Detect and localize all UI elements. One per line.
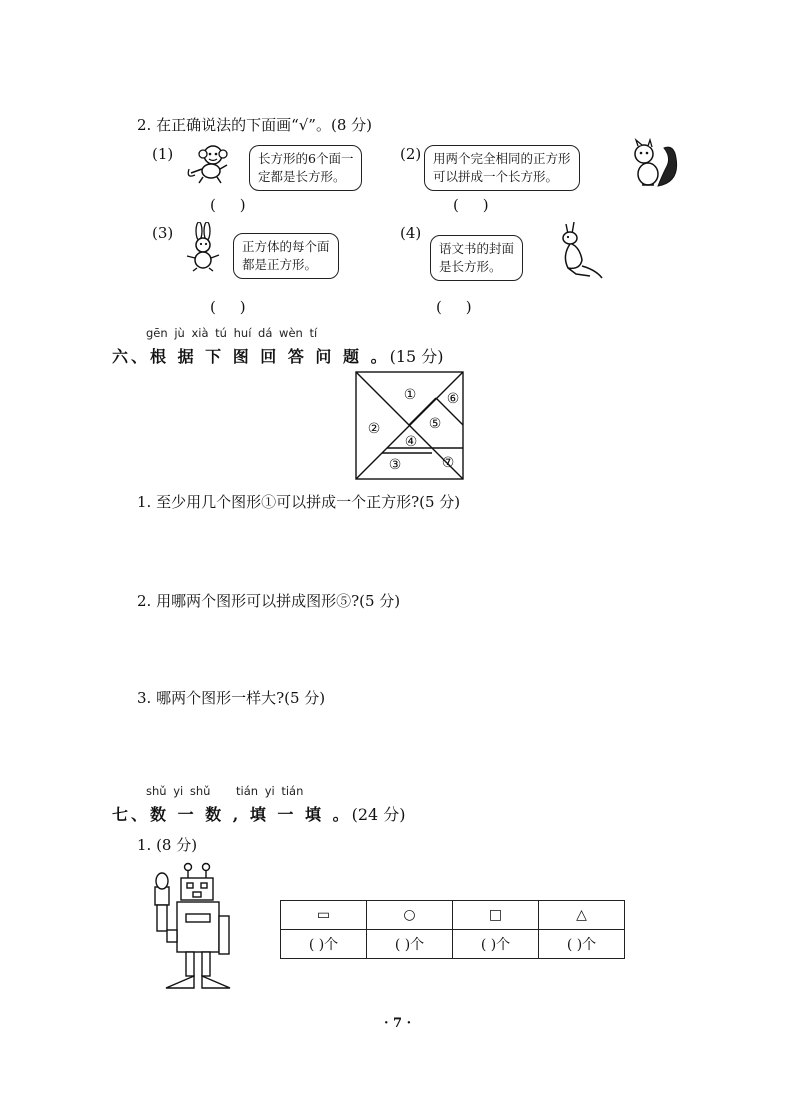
section-6-score: (15 分) bbox=[389, 347, 444, 366]
item-1-number: (1) bbox=[152, 145, 174, 163]
tangram-label-5: ⑤ bbox=[428, 416, 442, 432]
section-6-title: 六、根 据 下 图 回 答 问 题 。 bbox=[112, 347, 390, 366]
section-7-question-1: 1. (8 分) bbox=[137, 836, 198, 854]
q2-title: 2. 在正确说法的下面画“√”。(8 分) bbox=[137, 116, 372, 134]
item-2-answer-blank[interactable]: ( ) bbox=[453, 196, 489, 214]
item-1-answer-blank[interactable]: ( ) bbox=[210, 196, 246, 214]
item-2-number: (2) bbox=[400, 145, 422, 163]
item-4-number: (4) bbox=[400, 224, 422, 242]
page-number: · 7 · bbox=[384, 1016, 412, 1031]
shape-header-row bbox=[281, 901, 625, 930]
section-7-heading bbox=[112, 802, 406, 825]
item-3-answer-blank[interactable]: ( ) bbox=[210, 298, 246, 316]
section-6-heading bbox=[112, 344, 444, 367]
tangram-figure bbox=[355, 371, 465, 481]
rabbit-icon bbox=[183, 222, 223, 272]
item-3-text-line1: 正方体的每个面 bbox=[242, 239, 330, 254]
triangle-count-blank[interactable]: ( )个 bbox=[539, 930, 625, 959]
item-1-text-line2: 定都是长方形。 bbox=[258, 169, 346, 184]
item-1-text-line1: 长方形的6个面一 bbox=[258, 151, 354, 166]
rectangle-count-blank[interactable]: ( )个 bbox=[281, 930, 367, 959]
item-1-bubble bbox=[249, 145, 362, 191]
item-4-answer-blank[interactable]: ( ) bbox=[436, 298, 472, 316]
monkey-icon bbox=[183, 143, 231, 185]
circle-count-blank[interactable]: ( )个 bbox=[367, 930, 453, 959]
robot-figure bbox=[148, 862, 238, 994]
item-4-bubble bbox=[430, 235, 523, 281]
section-6-pinyin: gēn jù xià tú huí dá wèn tí bbox=[146, 326, 318, 340]
item-3-number: (3) bbox=[152, 224, 174, 242]
item-2-text-line2: 可以拼成一个长方形。 bbox=[433, 169, 559, 184]
shape-square-icon: □ bbox=[453, 901, 539, 930]
item-4-text-line2: 是长方形。 bbox=[439, 259, 502, 274]
tangram-label-3: ③ bbox=[388, 457, 402, 473]
item-2-bubble bbox=[424, 145, 580, 191]
count-row bbox=[281, 930, 625, 959]
section-6-question-1: 1. 至少用几个图形①可以拼成一个正方形?(5 分) bbox=[137, 493, 461, 511]
shape-count-table bbox=[280, 900, 625, 959]
squirrel-icon bbox=[628, 138, 680, 190]
item-3-text-line2: 都是正方形。 bbox=[242, 257, 318, 272]
item-3-bubble bbox=[233, 233, 339, 279]
square-count-blank[interactable]: ( )个 bbox=[453, 930, 539, 959]
shape-circle-icon: ○ bbox=[367, 901, 453, 930]
tangram-label-7: ⑦ bbox=[441, 455, 455, 471]
kangaroo-icon bbox=[556, 220, 604, 280]
shape-triangle-icon: △ bbox=[539, 901, 625, 930]
tangram-label-6: ⑥ bbox=[446, 391, 460, 407]
section-7-title: 七、数 一 数 , 填 一 填 。 bbox=[112, 805, 352, 824]
section-7-score: (24 分) bbox=[351, 805, 406, 824]
item-2-text-line1: 用两个完全相同的正方形 bbox=[433, 151, 571, 166]
section-6-question-3: 3. 哪两个图形一样大?(5 分) bbox=[137, 689, 326, 707]
section-7-pinyin-left: shǔ yi shǔ bbox=[146, 784, 211, 798]
tangram-label-2: ② bbox=[367, 421, 381, 437]
item-4-text-line1: 语文书的封面 bbox=[439, 241, 515, 256]
section-7-pinyin-right: tián yi tián bbox=[236, 784, 304, 798]
section-6-question-2: 2. 用哪两个图形可以拼成图形⑤?(5 分) bbox=[137, 592, 401, 610]
shape-rectangle-icon: ▭ bbox=[281, 901, 367, 930]
tangram-label-4: ④ bbox=[404, 434, 418, 450]
tangram-label-1: ① bbox=[403, 387, 417, 403]
